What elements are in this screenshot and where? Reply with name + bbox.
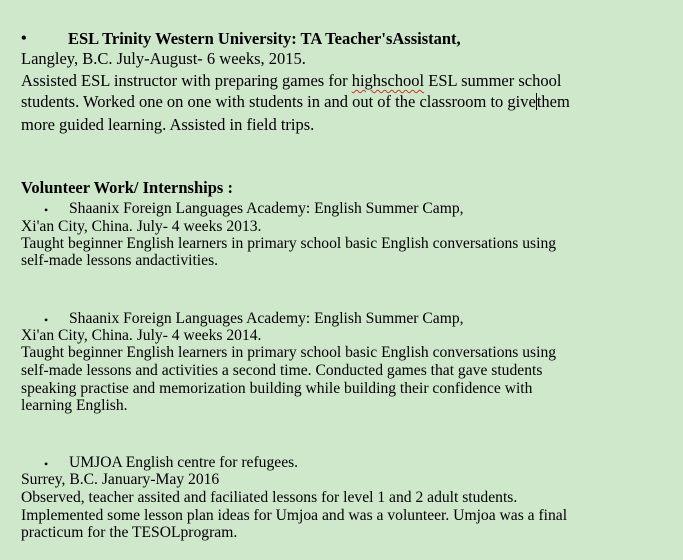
bullet-marker: • <box>44 203 49 217</box>
entry-description-line[interactable]: more guided learning. Assisted in field trips. <box>21 115 315 134</box>
entry-description-line[interactable]: self-made lessons andactivities. <box>21 252 219 269</box>
entry-description-line[interactable]: speaking practise and memorization building while building their confidence with <box>21 380 533 397</box>
text-run: Assisted ESL instructor with preparing games for <box>21 71 352 90</box>
text-run: ESL summer school <box>424 71 562 90</box>
entry-description-line[interactable] <box>21 71 561 91</box>
text-run: them <box>536 92 570 111</box>
entry-location[interactable]: Surrey, B.C. January-May 2016 <box>21 471 220 488</box>
entry-location[interactable]: Xi'an City, China. July- 4 weeks 2013. <box>21 218 262 235</box>
spelling-error-word[interactable]: highschool <box>351 71 425 90</box>
entry-description-line[interactable] <box>21 92 570 112</box>
entry-location[interactable]: Xi'an City, China. July- 4 weeks 2014. <box>21 327 262 344</box>
text-run: students. Worked one on one with students in and out of the classroom to give <box>21 92 536 111</box>
entry-location[interactable]: Langley, B.C. July-August- 6 weeks, 2015. <box>21 49 306 68</box>
entry-description-line[interactable]: self-made lessons and activities a second time. Conducted games that gave students <box>21 362 543 379</box>
entry-description-line[interactable]: practicum for the TESOLprogram. <box>21 524 238 541</box>
entry-description-line[interactable]: Observed, teacher assited and faciliated lessons for level 1 and 2 adult students. <box>21 489 518 506</box>
entry-title[interactable]: Shaanix Foreign Languages Academy: English Summer Camp, <box>69 310 464 327</box>
entry-description-line[interactable]: Implemented some lesson plan ideas for Umjoa and was a volunteer. Umjoa was a final <box>21 507 568 524</box>
entry-description-line[interactable]: Taught beginner English learners in primary school basic English conversations using <box>21 344 557 361</box>
bullet-marker: • <box>44 313 49 327</box>
entry-title[interactable]: Shaanix Foreign Languages Academy: English Summer Camp, <box>69 200 464 217</box>
bullet-marker: • <box>44 457 49 471</box>
entry-title[interactable]: ESL Trinity Western University: TA Teacher'sAssistant, <box>68 29 461 48</box>
entry-description-line[interactable]: Taught beginner English learners in primary school basic English conversations using <box>21 235 557 252</box>
section-heading[interactable]: Volunteer Work/ Internships : <box>21 178 233 197</box>
entry-description-line[interactable]: learning English. <box>21 397 128 414</box>
bullet-marker: • <box>21 30 27 47</box>
entry-title[interactable]: UMJOA English centre for refugees. <box>69 454 299 471</box>
